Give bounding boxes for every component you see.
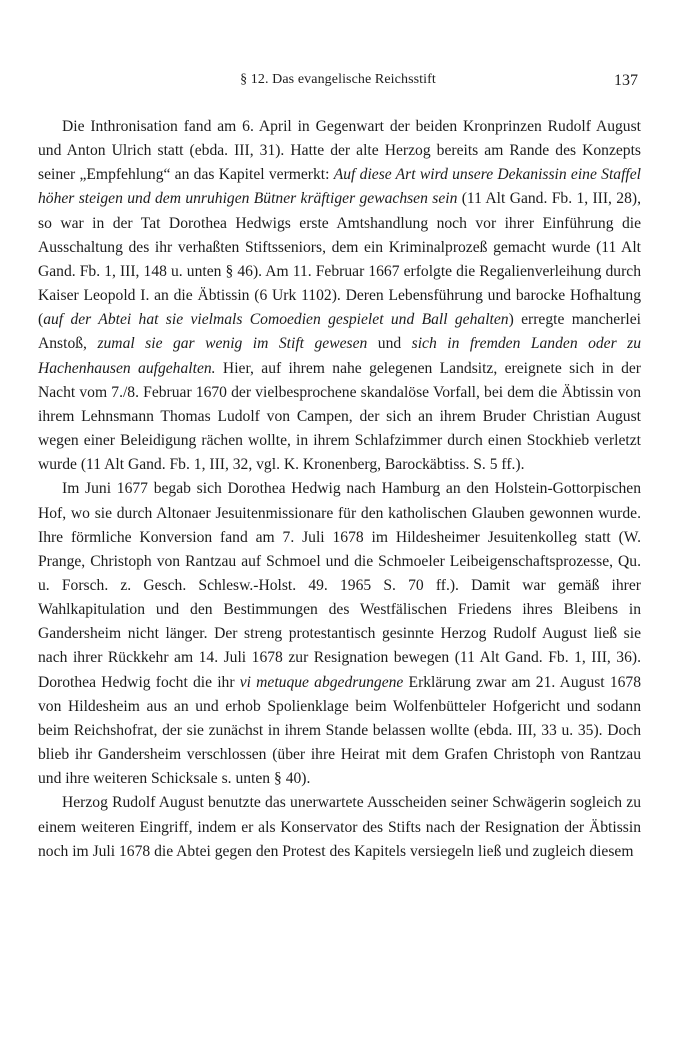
italic-quote: zumal sie gar wenig im Stift gewesen [97,335,368,353]
page-number: 137 [614,72,638,89]
italic-quote: sich in fremden Landen oder zu Hachenhausen aufgehalten. [38,335,642,377]
italic-quote: auf der Abtei hat sie vielmals Comoedien gespielet und Ball gehalten [43,311,509,329]
body-text [38,115,641,864]
text-run: Herzog Rudolf August benutzte das unerwartete Ausscheiden seiner Schwägerin sogleich zu einem weiteren Eingriff, indem er als Konservator des Stifts nach der Resignation der Äbtissin noch im Juli 1678 die Abtei gegen den Protest des Kapitels versiegeln ließ und zugleich diesem [38,794,641,860]
text-run: ) erregte mancherlei Anstoß, [38,311,641,353]
text-run: Erklärung zwar am 21. August 1678 von Hildesheim aus an und erhob Spolienklage beim Wolfenbütteler Hofgericht und sodann beim Reichshofrat, der sie zunächst in ihrem Stande belassen wollte (ebda. III, 33 u. 35). Doch blieb ihr Gandersheim verschlossen (über ihre Heirat mit dem Grafen Christoph von Rantzau und ihre weiteren Schicksale s. unten § 40). [38,673,642,788]
text-run: Hier, auf ihrem nahe gelegenen Landsitz, ereignete sich in der Nacht vom 7./8. Februar 1670 der vielbesprochene skandalöse Vorfall, bei dem die Äbtissin von ihrem Lehnsmann Thomas Ludolf von Campen, der sich an ihrem Bruder Christian August wegen einer Beleidigung rächen wollte, in ihrem Schlafzimmer durch einen Stockhieb verletzt wurde (11 Alt Gand. Fb. 1, III, 32, vgl. K. Kronenberg, Barockäbtiss. S. 5 ff.). [38,359,642,474]
text-run: Im Juni 1677 begab sich Dorothea Hedwig nach Hamburg an den Holstein-Gottorpischen Hof, wo sie durch Altonaer Jesuitenmissionare für den katholischen Glauben gewonnen wurde. Ihre förmliche Konversion fand am 7. Juli 1678 im Hildesheimer Jesuitenkolleg statt (W. Prange, Christoph von Rantzau auf Schmoel und die Schmoeler Leibeigenschaftsprozesse, Qu. u. Forsch. z. Gesch. Schlesw.-Holst. 49. 1965 S. 70 ff.). Damit war gemäß ihrer Wahlkapitulation und den Bestimmungen des Westfälischen Friedens ihres Bleibens in Gandersheim nicht länger. Der streng protestantisch gesinnte Herzog Rudolf August ließ sie nach ihrer Rückkehr am 14. Juli 1678 zur Resignation bewegen (11 Alt Gand. Fb. 1, III, 36). Dorothea Hedwig focht die ihr [38,480,641,691]
running-head: § 12. Das evangelische Reichsstift [240,72,436,87]
paragraph [38,115,641,477]
text-run: Die Inthronisation fand am 6. April in Gegenwart der beiden Kronprinzen Rudolf August und Anton Ulrich statt (ebda. III, 31). Hatte der alte Herzog bereits am Rande des Konzepts seiner „Empfehlung“ an das Kapitel vermerkt: [38,118,641,184]
italic-quote: Auf diese Art wird unsere Dekanissin eine Staffel höher steigen und dem unruhigen Bütner kräftiger gewachsen sein [38,166,641,208]
paragraph [38,477,641,791]
page-header [38,72,638,94]
text-run: (11 Alt Gand. Fb. 1, III, 28), so war in der Tat Dorothea Hedwigs erste Amtshandlung noch vor ihrer Einführung die Ausschaltung des ihr verhaßten Stiftsseniors, dem ein Kriminalprozeß gemacht wurde (11 Alt Gand. Fb. 1, III, 148 u. unten § 46). Am 11. Februar 1667 erfolgte die Regalienverleihung durch Kaiser Leopold I. an die Äbtissin (6 Urk 1102). Deren Lebensführung und barocke Hofhaltung ( [38,190,641,329]
paragraph [38,791,641,863]
italic-quote: vi metuque abgedrungene [239,673,404,691]
text-run: und [367,335,412,353]
